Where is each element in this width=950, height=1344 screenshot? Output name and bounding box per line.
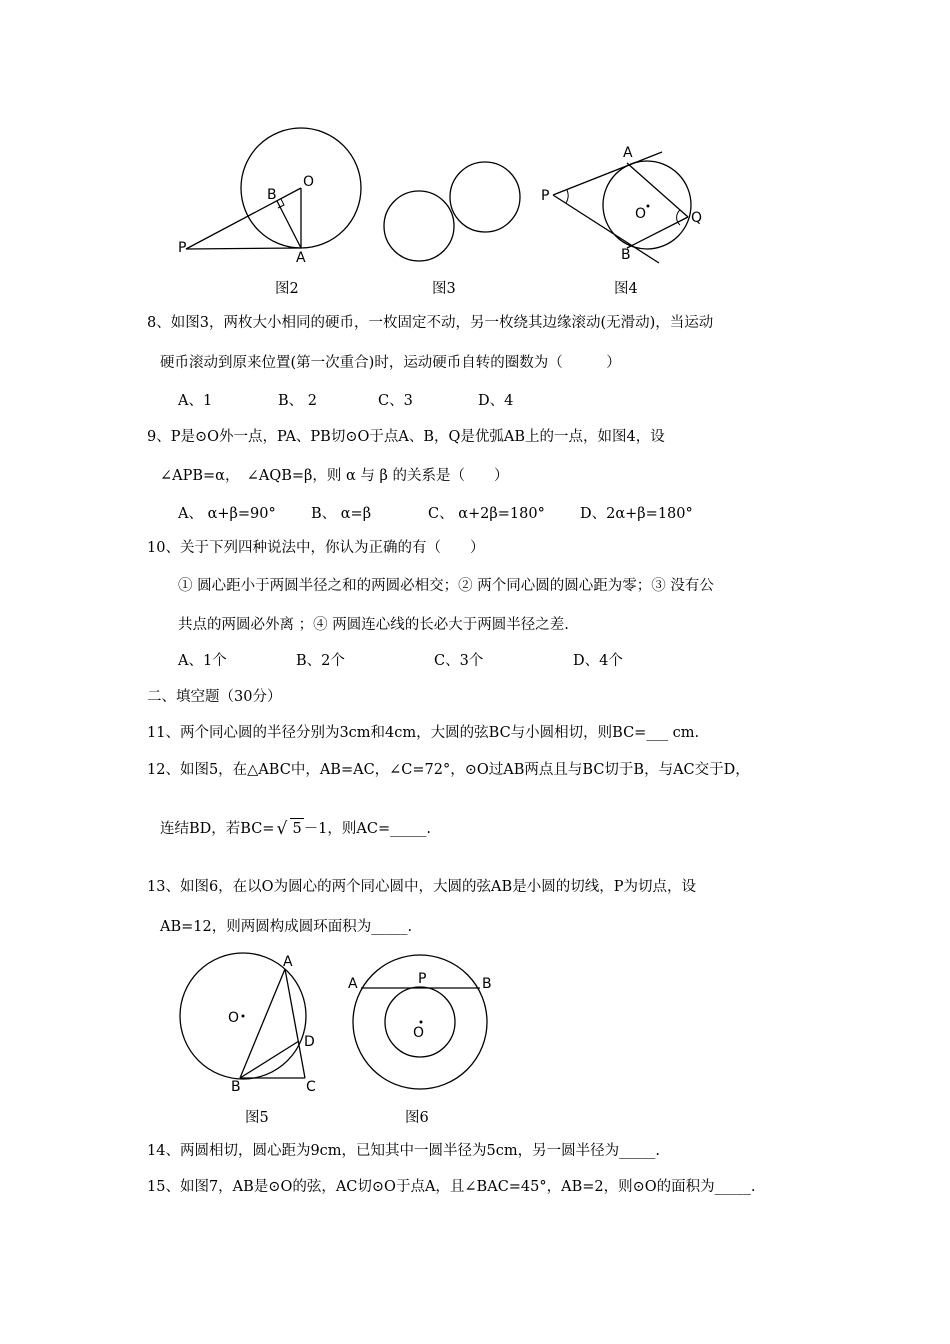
fig3-caption: 图3 bbox=[432, 281, 456, 297]
q12-line2-suffix: －1，则AC=_____. bbox=[303, 821, 431, 837]
q14-text: 14、两圆相切，圆心距为9cm，已知其中一圆半径为5cm，另一圆半径为_____. bbox=[147, 1143, 660, 1159]
q11-text: 11、两个同心圆的半径分别为3cm和4cm，大圆的弦BC与小圆相切，则BC=___ cm. bbox=[147, 725, 700, 741]
q10-option-c: C、3个 bbox=[434, 653, 484, 669]
q9-option-c: C、 α+2β=180° bbox=[428, 506, 545, 522]
q9-option-a: A、 α+β=90° bbox=[178, 506, 276, 522]
fig2-label-O: O bbox=[303, 174, 315, 190]
q13-stem-line2: AB=12，则两圆构成圆环面积为_____. bbox=[160, 919, 413, 935]
q13-stem-line1: 13、如图6，在以O为圆心的两个同心圆中，大圆的弦AB是小圆的切线，P为切点，设 bbox=[147, 879, 696, 895]
fig5-label-B: B bbox=[231, 1079, 241, 1095]
fig4-label-P: P bbox=[541, 188, 550, 204]
q12-stem-line1: 12、如图5，在△ABC中，AB=AC，∠C=72°，⊙O过AB两点且与BC切于B，与AC交于D， bbox=[147, 762, 750, 778]
q8-option-b: B、 2 bbox=[278, 393, 317, 409]
fig6-label-P: P bbox=[418, 971, 427, 987]
fig4-caption: 图4 bbox=[614, 281, 638, 297]
q9-stem-line2: ∠APB=α， ∠AQB=β，则 α 与 β 的关系是（ ） bbox=[160, 468, 509, 484]
q8-option-d: D、4 bbox=[478, 393, 514, 409]
fig5-label-D: D bbox=[304, 1034, 315, 1050]
fig2-caption: 图2 bbox=[275, 281, 299, 297]
q9-option-b: B、 α=β bbox=[311, 506, 372, 522]
q12-sqrt: √ 5 bbox=[276, 819, 302, 839]
fig6-label-O: O bbox=[413, 1025, 425, 1041]
q10-option-d: D、4个 bbox=[573, 653, 623, 669]
fig2-label-P: P bbox=[178, 240, 187, 256]
fig5-caption: 图5 bbox=[245, 1110, 269, 1126]
fig2-label-A: A bbox=[296, 250, 306, 266]
fig6-label-B: B bbox=[482, 976, 492, 992]
fig2-label-B: B bbox=[267, 187, 277, 203]
q10-stem-line3: 共点的两圆必外离 ；④ 两圆连心线的长必大于两圆半径之差. bbox=[178, 617, 569, 633]
q8-stem-line1: 8、如图3，两枚大小相同的硬币，一枚固定不动，另一枚绕其边缘滚动(无滑动)，当运动 bbox=[147, 315, 714, 331]
q10-option-b: B、2个 bbox=[296, 653, 345, 669]
q10-stem-line1: 10、关于下列四种说法中，你认为正确的有（ ） bbox=[147, 540, 485, 556]
q15-text: 15、如图7，AB是⊙O的弦，AC切⊙O于点A，且∠BAC=45°，AB=2，则⊙O的面积为_____. bbox=[147, 1179, 756, 1195]
q8-stem-line2: 硬币滚动到原来位置(第一次重合)时，运动硬币自转的圈数为（ ） bbox=[160, 355, 621, 371]
q9-stem-line1: 9、P是⊙O外一点，PA、PB切⊙O于点A、B，Q是优弧AB上的一点，如图4，设 bbox=[147, 429, 665, 445]
q12-radicand: 5 bbox=[290, 818, 303, 839]
section-2-heading: 二、填空题（30分） bbox=[147, 689, 282, 705]
q8-option-a: A、1 bbox=[178, 393, 213, 409]
fig5-label-C: C bbox=[306, 1079, 316, 1095]
q10-option-a: A、1个 bbox=[178, 653, 227, 669]
fig4-label-A: A bbox=[623, 145, 633, 161]
fig4-label-Q: Q bbox=[691, 210, 703, 226]
fig6-center-dot bbox=[420, 1021, 423, 1024]
fig4-label-B: B bbox=[621, 247, 631, 263]
fig6-label-A: A bbox=[348, 976, 358, 992]
fig4-label-O: O bbox=[635, 206, 647, 222]
fig5-label-A: A bbox=[283, 954, 293, 970]
q8-option-c: C、3 bbox=[378, 393, 413, 409]
q12-line2-prefix: 连结BD，若BC= bbox=[160, 821, 275, 837]
q10-stem-line2: ① 圆心距小于两圆半径之和的两圆必相交；② 两个同心圆的圆心距为零；③ 没有公 bbox=[178, 578, 714, 594]
fig6-caption: 图6 bbox=[405, 1110, 429, 1126]
q9-option-d: D、2α+β=180° bbox=[580, 506, 693, 522]
fig5-label-O: O bbox=[228, 1010, 240, 1026]
